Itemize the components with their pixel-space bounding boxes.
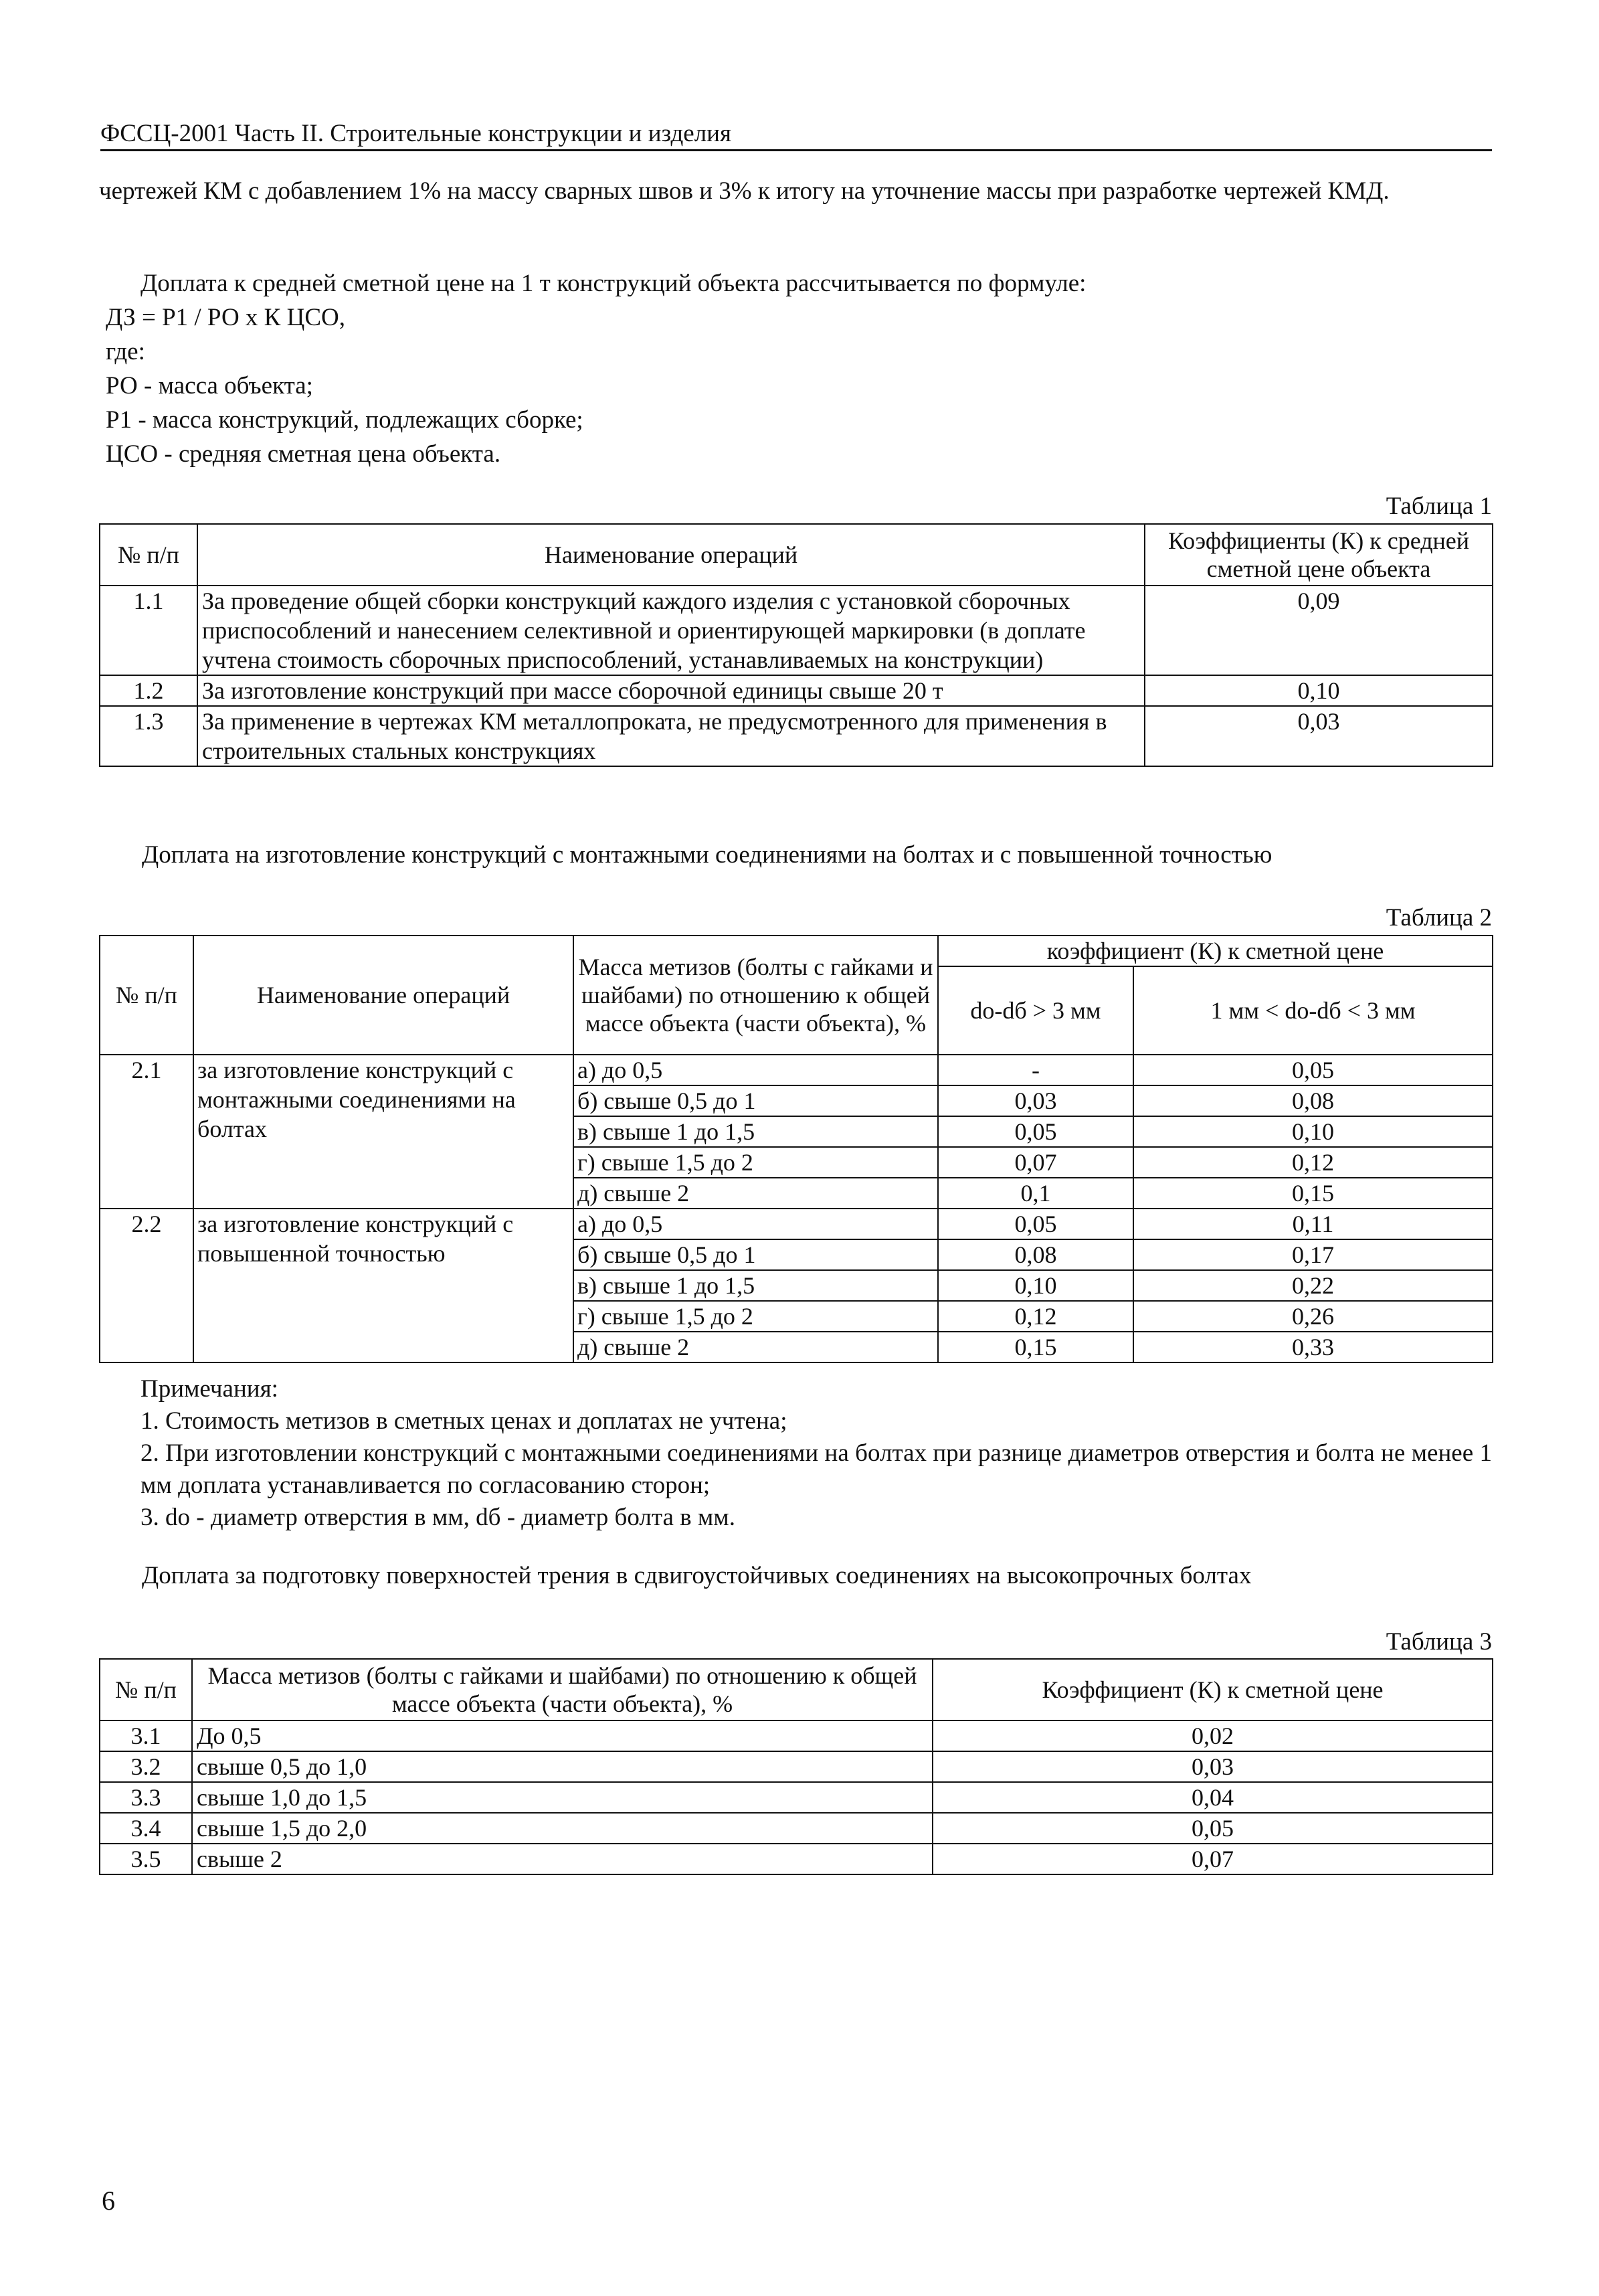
table-row	[100, 706, 1493, 766]
table2-cell-col-a: 0,03	[938, 1085, 1133, 1116]
table2-cell-mass: д) свыше 2	[573, 1332, 938, 1362]
table3	[99, 1658, 1493, 1875]
table2-cell-col-b: 0,11	[1133, 1209, 1493, 1239]
table3-cell-number: 3.1	[100, 1720, 192, 1751]
table1-cell-operation: За проведение общей сборки конструкций каждого изделия с установкой сборочных приспособлений и нанесением селективной и ориентирующей маркировки (в доплате учтена стоимость сборочных приспособлений, устанавливаемых на конструкции)	[197, 586, 1145, 675]
table-row	[100, 1209, 1493, 1239]
table3-cell-mass: свыше 0,5 до 1,0	[192, 1751, 933, 1782]
formula-lead: Доплата к средней сметной цене на 1 т конструкций объекта рассчитывается по формуле:	[140, 270, 1087, 297]
table2-cell-mass: а) до 0,5	[573, 1209, 938, 1239]
section3-title: Доплата за подготовку поверхностей трения в сдвигоустойчивых соединениях на высокопрочных болтах	[142, 1562, 1252, 1589]
table2	[99, 935, 1493, 1363]
table2-header-col-b: 1 мм < dо-dб < 3 мм	[1133, 966, 1493, 1055]
table2-header-col-a: dо-dб > 3 мм	[938, 966, 1133, 1055]
intro-paragraph: чертежей КМ с добавлением 1% на массу сварных швов и 3% к итогу на уточнение массы при разработке чертежей КМД.	[99, 177, 1390, 205]
table2-cell-col-a: 0,08	[938, 1239, 1133, 1270]
table1-cell-number: 1.1	[100, 586, 197, 675]
table-row	[100, 1055, 1493, 1085]
table3-cell-number: 3.5	[100, 1844, 192, 1874]
table2-header-number: № п/п	[100, 936, 193, 1055]
table-row	[100, 1813, 1493, 1844]
table1-cell-operation: За изготовление конструкций при массе сборочной единицы свыше 20 т	[197, 675, 1145, 706]
table3-cell-number: 3.3	[100, 1782, 192, 1813]
table3-cell-coefficient: 0,05	[933, 1813, 1493, 1844]
table2-cell-mass: а) до 0,5	[573, 1055, 938, 1085]
table1-cell-operation: За применение в чертежах КМ металлопроката, не предусмотренного для применения в строительных стальных конструкциях	[197, 706, 1145, 766]
table2-cell-mass: г) свыше 1,5 до 2	[573, 1147, 938, 1178]
table1-cell-number: 1.3	[100, 706, 197, 766]
table2-cell-number: 2.1	[100, 1055, 193, 1209]
formula-def-p1: Р1 - масса конструкций, подлежащих сборке;	[106, 406, 583, 434]
section2-title: Доплата на изготовление конструкций с монтажными соединениями на болтах и с повышенной точностью	[142, 841, 1273, 869]
table3-cell-number: 3.4	[100, 1813, 192, 1844]
table3-caption: Таблица 3	[1386, 1628, 1492, 1656]
formula-expression: ДЗ = Р1 / РО х К ЦСО,	[106, 304, 345, 331]
note-item: 3. dо - диаметр отверстия в мм, dб - диаметр болта в мм.	[140, 1504, 735, 1531]
table3-cell-coefficient: 0,07	[933, 1844, 1493, 1874]
table2-header-mass: Масса метизов (болты с гайками и шайбами) по отношению к общей массе объекта (части объекта), %	[573, 936, 938, 1055]
table1	[99, 523, 1493, 767]
table1-header-coefficient: Коэффициенты (К) к средней сметной цене объекта	[1145, 524, 1493, 586]
table3-header-coefficient: Коэффициент (К) к сметной цене	[933, 1659, 1493, 1720]
table-row	[100, 1751, 1493, 1782]
table1-cell-coefficient: 0,03	[1145, 706, 1493, 766]
table1-cell-coefficient: 0,10	[1145, 675, 1493, 706]
table3-cell-coefficient: 0,03	[933, 1751, 1493, 1782]
table3-cell-mass: свыше 1,0 до 1,5	[192, 1782, 933, 1813]
table3-header-number: № п/п	[100, 1659, 192, 1720]
table2-cell-col-a: 0,05	[938, 1116, 1133, 1147]
table3-cell-number: 3.2	[100, 1751, 192, 1782]
table1-header-number: № п/п	[100, 524, 197, 586]
table-row	[100, 675, 1493, 706]
table2-header-operation: Наименование операций	[193, 936, 573, 1055]
table1-cell-coefficient: 0,09	[1145, 586, 1493, 675]
table1-cell-number: 1.2	[100, 675, 197, 706]
table2-cell-col-b: 0,10	[1133, 1116, 1493, 1147]
formula-block	[106, 266, 1479, 471]
table1-caption: Таблица 1	[1386, 493, 1492, 520]
table1-header-operation: Наименование операций	[197, 524, 1145, 586]
table2-cell-col-b: 0,05	[1133, 1055, 1493, 1085]
table3-cell-mass: свыше 1,5 до 2,0	[192, 1813, 933, 1844]
table-row	[100, 586, 1493, 675]
table3-cell-mass: свыше 2	[192, 1844, 933, 1874]
notes-title: Примечания:	[140, 1375, 278, 1403]
table2-cell-mass: б) свыше 0,5 до 1	[573, 1239, 938, 1270]
formula-def-ro: РО - масса объекта;	[106, 372, 313, 400]
table2-cell-mass: б) свыше 0,5 до 1	[573, 1085, 938, 1116]
table3-cell-coefficient: 0,04	[933, 1782, 1493, 1813]
formula-def-cso: ЦСО - средняя сметная цена объекта.	[106, 440, 501, 468]
table2-cell-col-b: 0,17	[1133, 1239, 1493, 1270]
table2-cell-col-a: 0,15	[938, 1332, 1133, 1362]
table2-cell-mass: в) свыше 1 до 1,5	[573, 1270, 938, 1301]
notes-block	[100, 1373, 1492, 1534]
table3-cell-mass: До 0,5	[192, 1720, 933, 1751]
page-number: 6	[102, 2186, 115, 2216]
table2-cell-col-b: 0,15	[1133, 1178, 1493, 1209]
table2-cell-col-b: 0,08	[1133, 1085, 1493, 1116]
table2-cell-col-a: 0,12	[938, 1301, 1133, 1332]
formula-where: где:	[106, 338, 145, 365]
table2-cell-col-b: 0,33	[1133, 1332, 1493, 1362]
table2-cell-mass: д) свыше 2	[573, 1178, 938, 1209]
table2-header-coefficient: коэффициент (К) к сметной цене	[938, 936, 1493, 966]
note-item: 2. При изготовлении конструкций с монтажными соединениями на болтах при разнице диаметров отверстия и болта не менее 1 мм доплата устанавливается по согласованию сторон;	[140, 1439, 1492, 1499]
page-header: ФССЦ-2001 Часть II. Строительные конструкции и изделия	[100, 119, 1492, 151]
table2-cell-col-a: 0,10	[938, 1270, 1133, 1301]
note-item: 1. Стоимость метизов в сметных ценах и доплатах не учтена;	[140, 1407, 787, 1435]
table2-cell-col-a: 0,07	[938, 1147, 1133, 1178]
table2-cell-mass: в) свыше 1 до 1,5	[573, 1116, 938, 1147]
table2-cell-operation: за изготовление конструкций с монтажными соединениями на болтах	[193, 1055, 573, 1209]
table2-cell-col-a: -	[938, 1055, 1133, 1085]
table2-cell-col-b: 0,12	[1133, 1147, 1493, 1178]
table3-header-mass: Масса метизов (болты с гайками и шайбами) по отношению к общей массе объекта (части объекта), %	[192, 1659, 933, 1720]
table2-caption: Таблица 2	[1386, 904, 1492, 932]
table2-cell-mass: г) свыше 1,5 до 2	[573, 1301, 938, 1332]
table2-cell-number: 2.2	[100, 1209, 193, 1362]
table2-cell-col-b: 0,26	[1133, 1301, 1493, 1332]
table2-cell-col-a: 0,05	[938, 1209, 1133, 1239]
table2-cell-col-a: 0,1	[938, 1178, 1133, 1209]
table-row	[100, 1844, 1493, 1874]
table-row	[100, 1720, 1493, 1751]
table2-cell-col-b: 0,22	[1133, 1270, 1493, 1301]
table-row	[100, 1782, 1493, 1813]
table2-cell-operation: за изготовление конструкций с повышенной точностью	[193, 1209, 573, 1362]
table3-cell-coefficient: 0,02	[933, 1720, 1493, 1751]
